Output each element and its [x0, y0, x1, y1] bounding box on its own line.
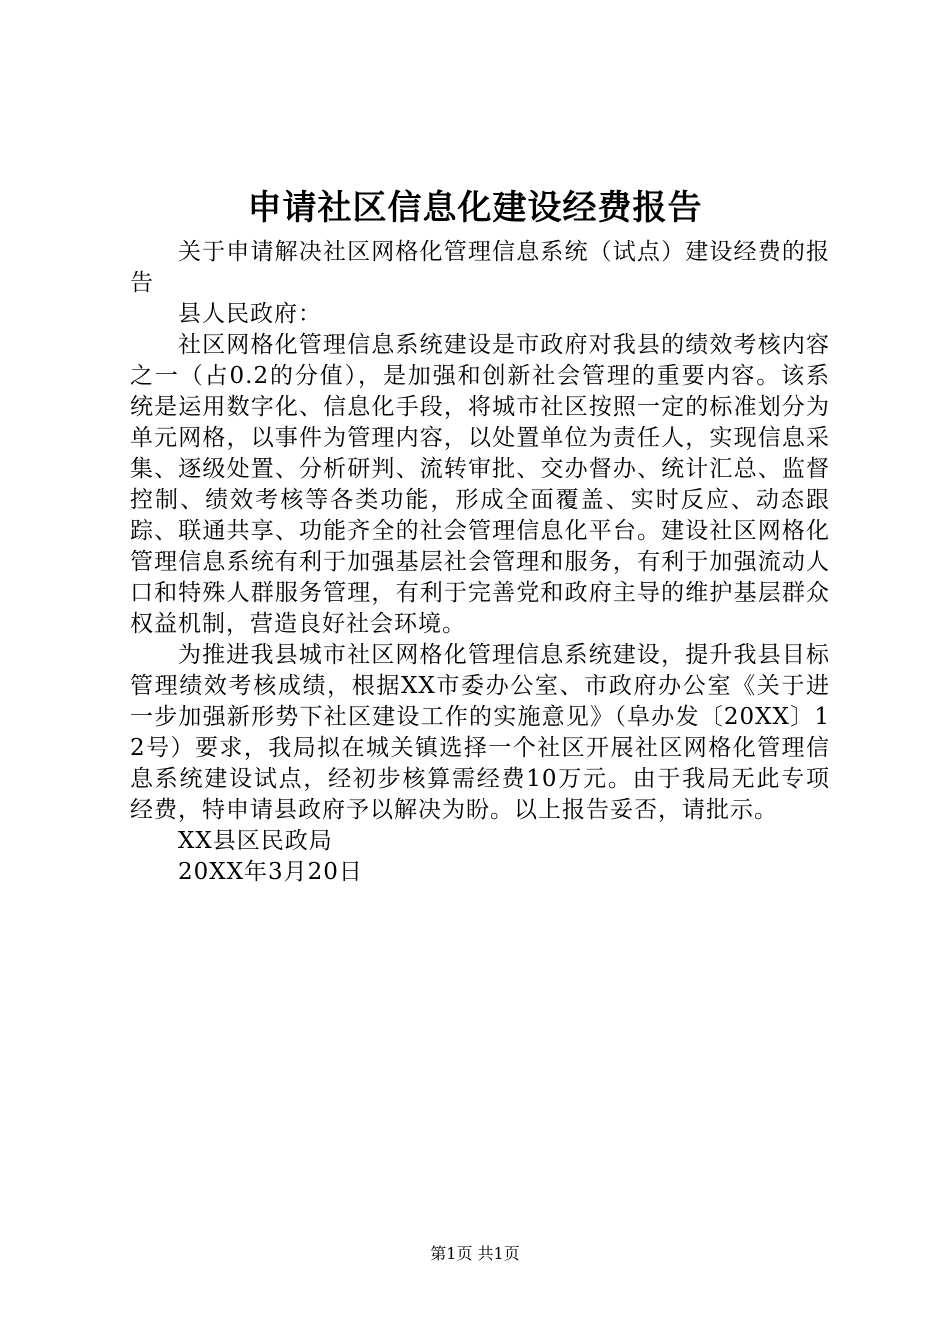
page-footer: 第1页 共1页 [430, 1244, 520, 1263]
document-body [130, 237, 830, 888]
report-subject: 关于申请解决社区网格化管理信息系统（试点）建设经费的报告 [130, 239, 830, 296]
signature-org: XX县区民政局 [178, 828, 333, 854]
body-paragraph: 为推进我县城市社区网格化管理信息系统建设，提升我县目标管理绩效考核成绩，根据XX市委办公室、市政府办公室《关于进一步加强新形势下社区建设工作的实施意见》（阜办发〔20XX〕12号）要求，我局拟在城关镇选择一个社区开展社区网格化管理信息系统建设试点，经初步核算需经费10万元。由于我局无此专项经费，特申请县政府予以解决为盼。以上报告妥否，请批示。 [130, 642, 830, 823]
salutation: 县人民政府： [178, 301, 322, 327]
document-title: 申请社区信息化建设经费报告 [247, 188, 703, 228]
signature-date: 20XX年3月20日 [178, 859, 363, 885]
body-paragraph: 社区网格化管理信息系统建设是市政府对我县的绩效考核内容之一（占0.2的分值），是加强和创新社会管理的重要内容。该系统是运用数字化、信息化手段，将城市社区按照一定的标准划分为单元网格，以事件为管理内容，以处置单位为责任人，实现信息采集、逐级处置、分析研判、流转审批、交办督办、统计汇总、监督控制、绩效考核等各类功能，形成全面覆盖、实时反应、动态跟踪、联通共享、功能齐全的社会管理信息化平台。建设社区网格化管理信息系统有利于加强基层社会管理和服务，有利于加强流动人口和特殊人群服务管理，有利于完善党和政府主导的维护基层群众权益机制，营造良好社会环境。 [130, 332, 830, 637]
